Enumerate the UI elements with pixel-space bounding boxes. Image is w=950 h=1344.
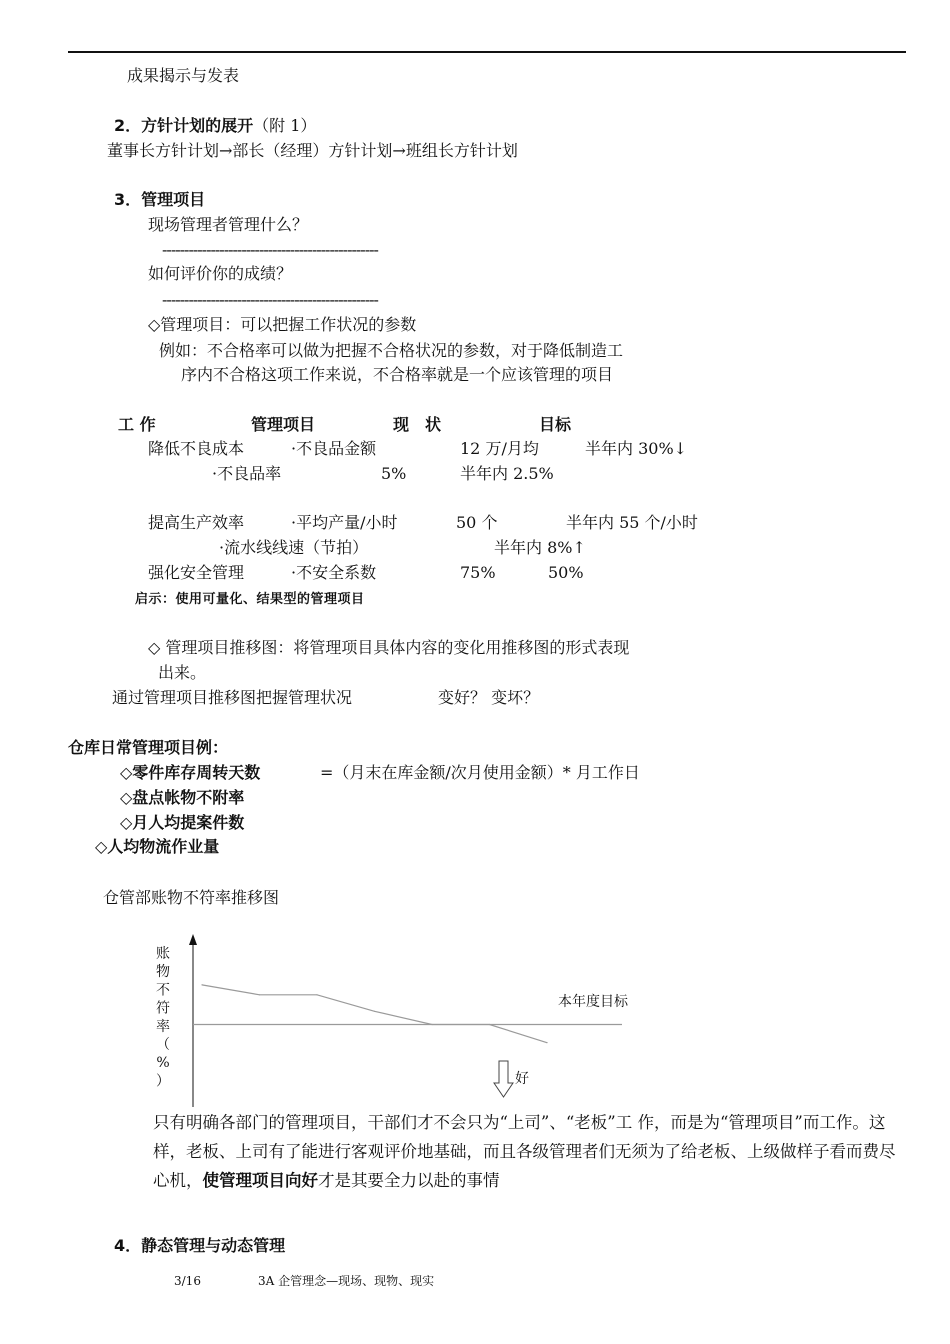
target-label: 本年度目标 <box>558 994 628 1010</box>
table-row-5-current: 75% <box>460 563 496 582</box>
y-axis-label <box>156 946 170 1089</box>
hint-line: 启示：使用可量化、结果型的管理项目 <box>135 592 365 607</box>
header-rule <box>68 51 906 53</box>
summary-part-2: 才是其要全力以赴的事情 <box>318 1171 500 1190</box>
warehouse-item-2: ◇盘点帐物不附率 <box>120 788 245 807</box>
data-point <box>316 994 317 995</box>
table-row-5-item: ·不安全系数 <box>291 563 377 582</box>
warehouse-formula: =（月末在库金额/次月使用金额）* 月工作日 <box>320 763 640 782</box>
warehouse-title: 仓库日常管理项目例： <box>68 738 229 757</box>
table-row-5-work: 强化安全管理 <box>148 563 245 582</box>
trend-line-2: 出来。 <box>158 663 207 682</box>
table-header-current: 现 状 <box>393 415 442 434</box>
table-row-4-item: ·流水线线速（节拍） <box>219 538 369 557</box>
table-row-3-target: 半年内 55 个/小时 <box>566 513 698 532</box>
summary-emphasis: 使管理项目向好 <box>202 1171 318 1190</box>
question-2: 如何评价你的成绩？ <box>148 264 293 283</box>
y-axis-label-char: 率 <box>156 1018 170 1035</box>
y-axis-label-char: 不 <box>156 982 170 999</box>
answer-line-1: ------------------------------------------------- <box>162 240 378 259</box>
table-row-1-current: 12 万/月均 <box>460 439 539 458</box>
down-arrow-icon <box>494 1061 513 1097</box>
table-row-1-work: 降低不良成本 <box>148 439 245 458</box>
direction-label: 好 <box>515 1071 529 1087</box>
y-axis-label-char: 账 <box>156 946 170 962</box>
question-1: 现场管理者管理什么？ <box>148 215 309 234</box>
table-header-item: 管理项目 <box>251 415 316 434</box>
y-axis-label-char: ） <box>156 1073 170 1090</box>
warehouse-item-4: ◇人均物流作业量 <box>95 837 220 856</box>
trend-line-1: ◇ 管理项目推移图：将管理项目具体内容的变化用推移图的形式表现 <box>148 638 630 657</box>
data-point <box>201 984 202 985</box>
table-row-3-work: 提高生产效率 <box>148 513 245 532</box>
section-2-heading <box>114 116 316 136</box>
table-header-target: 目标 <box>539 415 572 434</box>
table-row-2-target: 半年内 2.5% <box>460 464 554 483</box>
table-header-work: 工 作 <box>118 415 156 434</box>
footer-page-number: 3/16 <box>174 1274 201 1288</box>
y-axis-arrow <box>189 934 197 945</box>
table-row-3-item: ·平均产量/小时 <box>291 513 398 532</box>
table-row-4-target: 半年内 8%↑ <box>494 538 586 557</box>
trend-line-3b: 变好？ 变坏？ <box>438 688 540 707</box>
series-line <box>202 985 547 1043</box>
result-line: 成果揭示与发表 <box>127 66 240 85</box>
example-line-2: 序内不合格这项工作来说，不合格率就是一个应该管理的项目 <box>181 365 614 384</box>
table-row-2-current: 5% <box>381 464 407 483</box>
y-axis-label-char: 物 <box>156 964 170 981</box>
answer-line-2: ------------------------------------------------- <box>162 290 378 309</box>
section-2-title: 2．方针计划的展开 <box>114 116 254 135</box>
data-point <box>431 1024 432 1025</box>
section-3-title: 3．管理项目 <box>114 190 206 209</box>
summary-paragraph <box>153 1108 905 1195</box>
chart-title: 仓管部账物不符率推移图 <box>103 888 280 907</box>
section-2-flow: 董事长方针计划→部长（经理）方针计划→班组长方针计划 <box>107 141 518 160</box>
definition-line: ◇管理项目：可以把握工作状况的参数 <box>148 315 417 334</box>
section-4-title: 4．静态管理与动态管理 <box>114 1236 286 1255</box>
example-line-1: 例如：不合格率可以做为把握不合格状况的参数，对于降低制造工 <box>159 341 624 360</box>
warehouse-item-3: ◇月人均提案件数 <box>120 813 245 832</box>
y-axis-label-char: （ <box>156 1037 170 1053</box>
table-row-2-item: ·不良品率 <box>212 464 282 483</box>
trend-line-3a: 通过管理项目推移图把握管理状况 <box>112 688 353 707</box>
table-row-5-target: 50% <box>548 563 584 582</box>
y-axis-label-char: 符 <box>156 1000 170 1017</box>
warehouse-item-1: ◇零件库存周转天数 <box>120 763 261 782</box>
section-2-note: （附 1） <box>253 116 317 135</box>
table-row-1-item: ·不良品金额 <box>291 439 377 458</box>
data-point <box>489 1024 490 1025</box>
data-point <box>374 1011 375 1012</box>
footer-text: 3A 企管理念—现场、现物、现实 <box>258 1274 435 1288</box>
table-row-3-current: 50 个 <box>456 513 498 532</box>
data-point <box>259 994 260 995</box>
table-row-1-target: 半年内 30%↓ <box>585 439 688 458</box>
y-axis-label-char: % <box>156 1055 170 1072</box>
summary-part-1: 只有明确各部门的管理项目，干部们才不会只为“上司”、“老板”工 作，而是为“管理项目”而工作。这样，老板、上司有了能进行客观评价地基础，而且各级管理者们无须为了给老板、上级做样子看而费尽心机， <box>153 1113 896 1190</box>
data-point <box>546 1042 547 1043</box>
